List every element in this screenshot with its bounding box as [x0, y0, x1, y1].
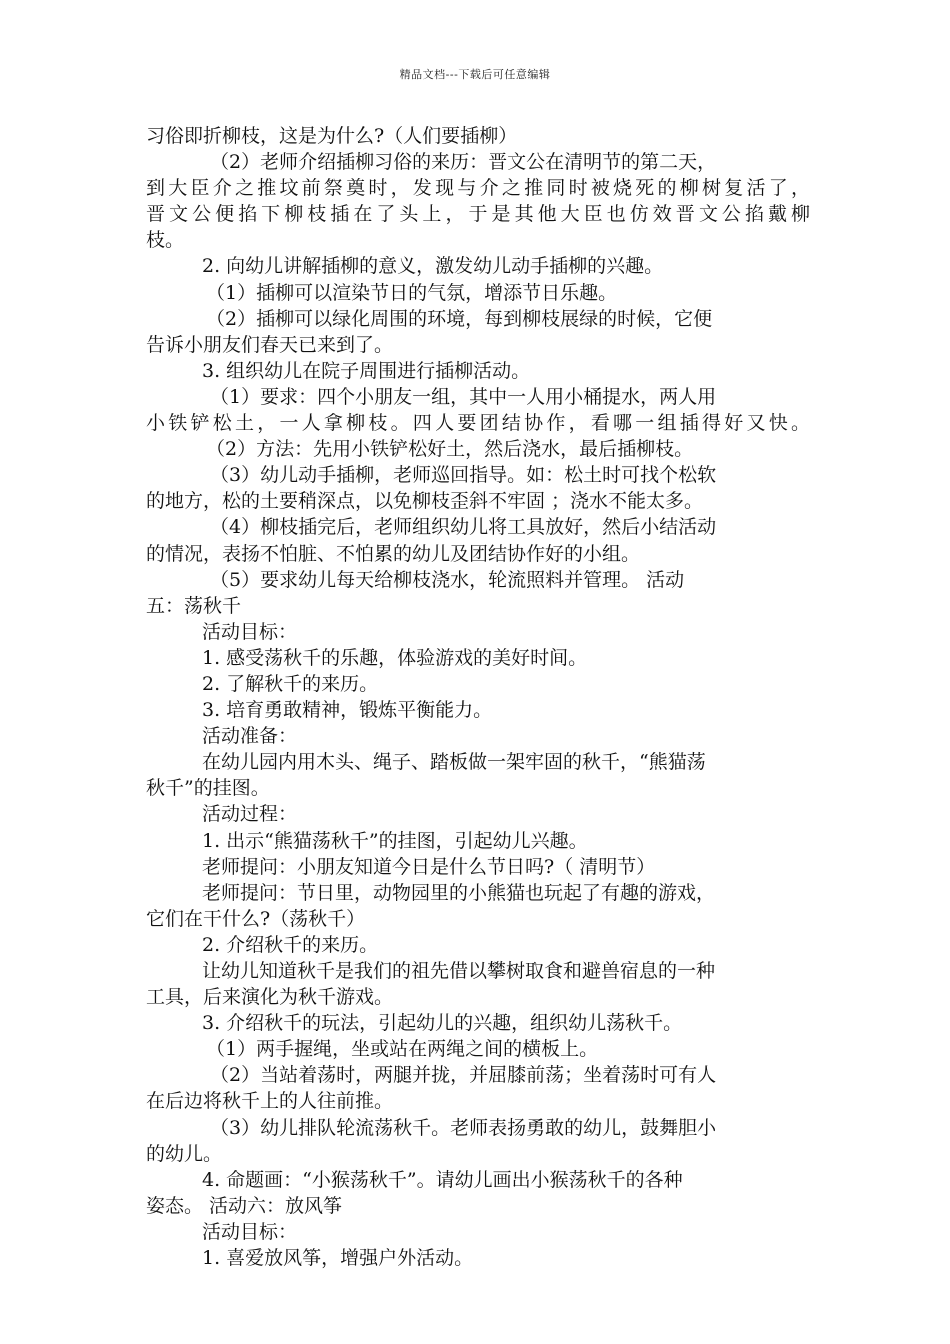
text-line: 1. 喜爱放风筝，增强户外活动。	[202, 1247, 474, 1270]
text-line: （2）方法：先用小铁铲松好土，然后浇水，最后插柳枝。	[206, 438, 694, 461]
text-line: 活动准备：	[202, 725, 298, 748]
text-line: 活动过程：	[202, 803, 298, 826]
text-line: 3. 培育勇敢精神，锻炼平衡能力。	[202, 699, 493, 722]
text-line: 活动目标：	[202, 620, 298, 643]
text-line: 秋千”的挂图。	[146, 777, 270, 800]
text-line: 告诉小朋友们春天已来到了。	[146, 333, 394, 356]
text-line: 让幼儿知道秋千是我们的祖先借以攀树取食和避兽宿息的一种	[202, 960, 716, 982]
text-line: 1. 感受荡秋千的乐趣，体验游戏的美好时间。	[202, 646, 588, 669]
text-line: 活动目标：	[202, 1220, 298, 1243]
text-line: （1）插柳可以渲染节日的气氛，增添节日乐趣。	[206, 281, 618, 304]
text-line: 枝。	[146, 229, 185, 252]
text-line: （4）柳枝插完后，老师组织幼儿将工具放好，然后小结活动	[210, 516, 717, 539]
page-header: 精品文档---下载后可任意编辑	[399, 68, 551, 81]
text-line: 2. 向幼儿讲解插柳的意义，激发幼儿动手插柳的兴趣。	[202, 255, 664, 278]
text-line: （2）老师介绍插柳习俗的来历：晋文公在清明节的第二天，	[210, 151, 717, 174]
text-line: 老师提问：节日里，动物园里的小熊猫也玩起了有趣的游戏，	[202, 881, 716, 904]
text-line: 1. 出示“熊猫荡秋千”的挂图，引起幼儿兴趣。	[202, 829, 588, 852]
text-line: 4. 命题画：“小猴荡秋千”。请幼儿画出小猴荡秋千的各种	[202, 1168, 683, 1191]
text-line: （2）当站着荡时，两腿并拢，并屈膝前荡；坐着荡时可有人	[210, 1064, 717, 1087]
text-line: 在幼儿园内用木头、绳子、踏板做一架牢固的秋千，“熊猫荡	[202, 751, 706, 774]
text-line: 五：荡秋千	[146, 594, 242, 617]
text-line: 在后边将秋千上的人往前推。	[146, 1090, 394, 1113]
text-line: 2. 了解秋千的来历。	[202, 672, 379, 695]
text-line: 老师提问：小朋友知道今日是什么节日吗?（ 清明节）	[202, 855, 656, 878]
text-line: （3）幼儿排队轮流荡秋千。老师表扬勇敢的幼儿，鼓舞胆小	[210, 1116, 717, 1139]
text-line: 2. 介绍秋千的来历。	[202, 933, 379, 956]
text-line: （1）要求：四个小朋友一组，其中一人用小桶提水，两人用	[210, 385, 717, 408]
text-line: 的地方，松的土要稍深点，以免柳枝歪斜不牢固 ；浇水不能太多。	[146, 490, 704, 513]
text-line: 到大臣介之推坟前祭奠时，发现与介之推同时被烧死的柳树复活了，	[146, 177, 810, 200]
text-line: 3. 介绍秋千的玩法，引起幼儿的兴趣，组织幼儿荡秋千。	[202, 1012, 683, 1035]
text-line: 习俗即折柳枝，这是为什么?（人们要插柳）	[146, 125, 518, 147]
document-body	[146, 123, 810, 1271]
text-line: 它们在干什么?（荡秋千）	[146, 907, 366, 930]
text-line: （3）幼儿动手插柳，老师巡回指导。如：松土时可找个松软	[210, 464, 717, 487]
text-line: 小铁铲松土，一人拿柳枝。四人要团结协作，看哪一组插得好又快。	[146, 412, 810, 435]
text-line: 姿态。 活动六：放风筝	[146, 1194, 343, 1217]
text-line: （2）插柳可以绿化周围的环境，每到柳枝展绿的时候，它便	[206, 307, 713, 330]
text-line: 的情况，表扬不怕脏、不怕累的幼儿及团结协作好的小组。	[146, 542, 641, 565]
text-line: 晋文公便掐下柳枝插在了头上，于是其他大臣也仿效晋文公掐戴柳	[146, 203, 810, 226]
text-line: （5）要求幼儿每天给柳枝浇水，轮流照料并管理。 活动	[210, 568, 685, 591]
text-line: 的幼儿。	[146, 1142, 223, 1165]
text-line: 工具，后来演化为秋千游戏。	[146, 986, 394, 1009]
text-line: （1）两手握绳，坐或站在两绳之间的横板上。	[206, 1038, 599, 1061]
text-line: 3. 组织幼儿在院子周围进行插柳活动。	[202, 359, 531, 382]
